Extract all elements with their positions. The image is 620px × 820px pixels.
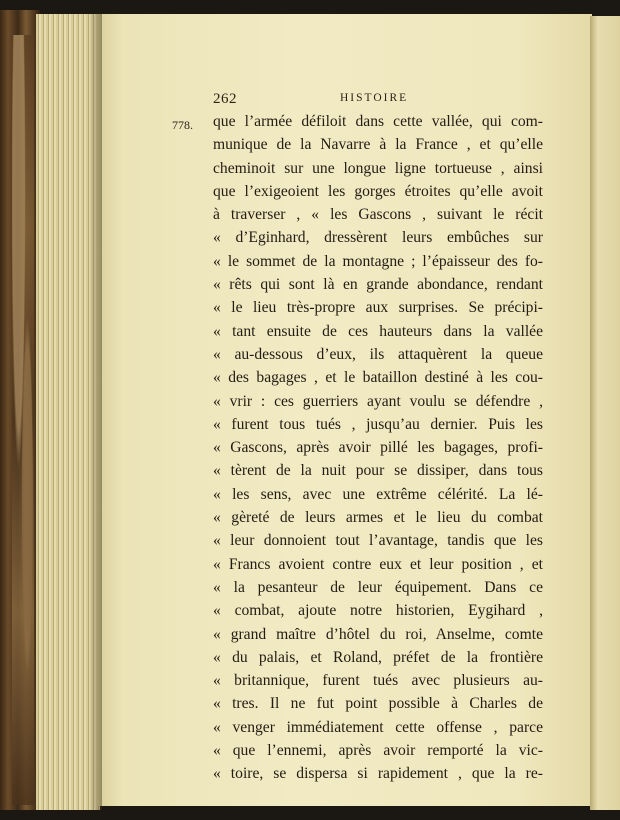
- text-line: « gèreté de leurs armes et le lieu du combat: [213, 509, 543, 527]
- text-line: « tres. Il ne fut point possible à Charles de: [213, 695, 543, 713]
- marbled-cover-edge: [12, 35, 34, 805]
- text-line: cheminoit sur une longue ligne tortueuse , ainsi: [213, 159, 543, 177]
- text-line: à traverser , « les Gascons , suivant le récit: [213, 206, 543, 224]
- page-header: [213, 91, 545, 107]
- text-line: « Gascons, après avoir pillé les bagages, profi-: [213, 439, 543, 457]
- text-line: « du palais, et Roland, préfet de la frontière: [213, 648, 543, 666]
- text-line: « combat, ajoute notre historien, Eygihard ,: [213, 602, 543, 620]
- text-line: « des bagages , et le bataillon destiné à les cou-: [213, 369, 543, 387]
- gutter-shadow: [88, 14, 102, 810]
- text-line: « rêts qui sont là en grande abondance, rendant: [213, 276, 543, 294]
- text-line: « leur donnoient tout l’avantage, tandis que les: [213, 532, 543, 550]
- text-line: « furent tous tués , jusqu’au dernier. Puis les: [213, 415, 543, 433]
- text-line: « vrir : ces guerriers ayant voulu se défendre ,: [213, 392, 543, 410]
- text-line: « venger immédiatement cette offense , parce: [213, 718, 543, 736]
- text-line: « la pesanteur de leur équipement. Dans ce: [213, 578, 543, 596]
- text-line: que l’exigeoient les gorges étroites qu’elle avoit: [213, 182, 543, 200]
- text-line: « toire, se dispersa si rapidement , que la re-: [213, 765, 543, 783]
- text-line: « le lieu très-propre aux surprises. Se précipi-: [213, 299, 543, 317]
- page-number: 262: [213, 91, 237, 107]
- body-text: [213, 110, 543, 786]
- text-line: « d’Eginhard, dressèrent leurs embûches sur: [213, 229, 543, 247]
- text-line: « le sommet de la montagne ; l’épaisseur des fo-: [213, 252, 543, 270]
- text-line: « que l’ennemi, après avoir remporté la vic-: [213, 742, 543, 760]
- text-line: « Francs avoient contre eux et leur position , et: [213, 555, 543, 573]
- text-line: munique de la Navarre à la France , et qu’elle: [213, 136, 543, 154]
- text-line: « les sens, avec une extrême célérité. La lé-: [213, 485, 543, 503]
- text-line: que l’armée défiloit dans cette vallée, qui com-: [213, 113, 543, 130]
- text-line: « au-dessous d’eux, ils attaquèrent la queue: [213, 345, 543, 363]
- text-line: « tant ensuite de ces hauteurs dans la vallée: [213, 322, 543, 340]
- facing-page-edge: [590, 16, 620, 810]
- text-line: « britannique, furent tués avec plusieurs au-: [213, 672, 543, 690]
- book-binding: [0, 10, 40, 810]
- text-line: « grand maître d’hôtel du roi, Anselme, comte: [213, 625, 543, 643]
- margin-year-note: 778.: [172, 118, 193, 132]
- running-head: HISTOIRE: [340, 92, 409, 104]
- text-line: « tèrent de la nuit pour se dissiper, dans tous: [213, 462, 543, 480]
